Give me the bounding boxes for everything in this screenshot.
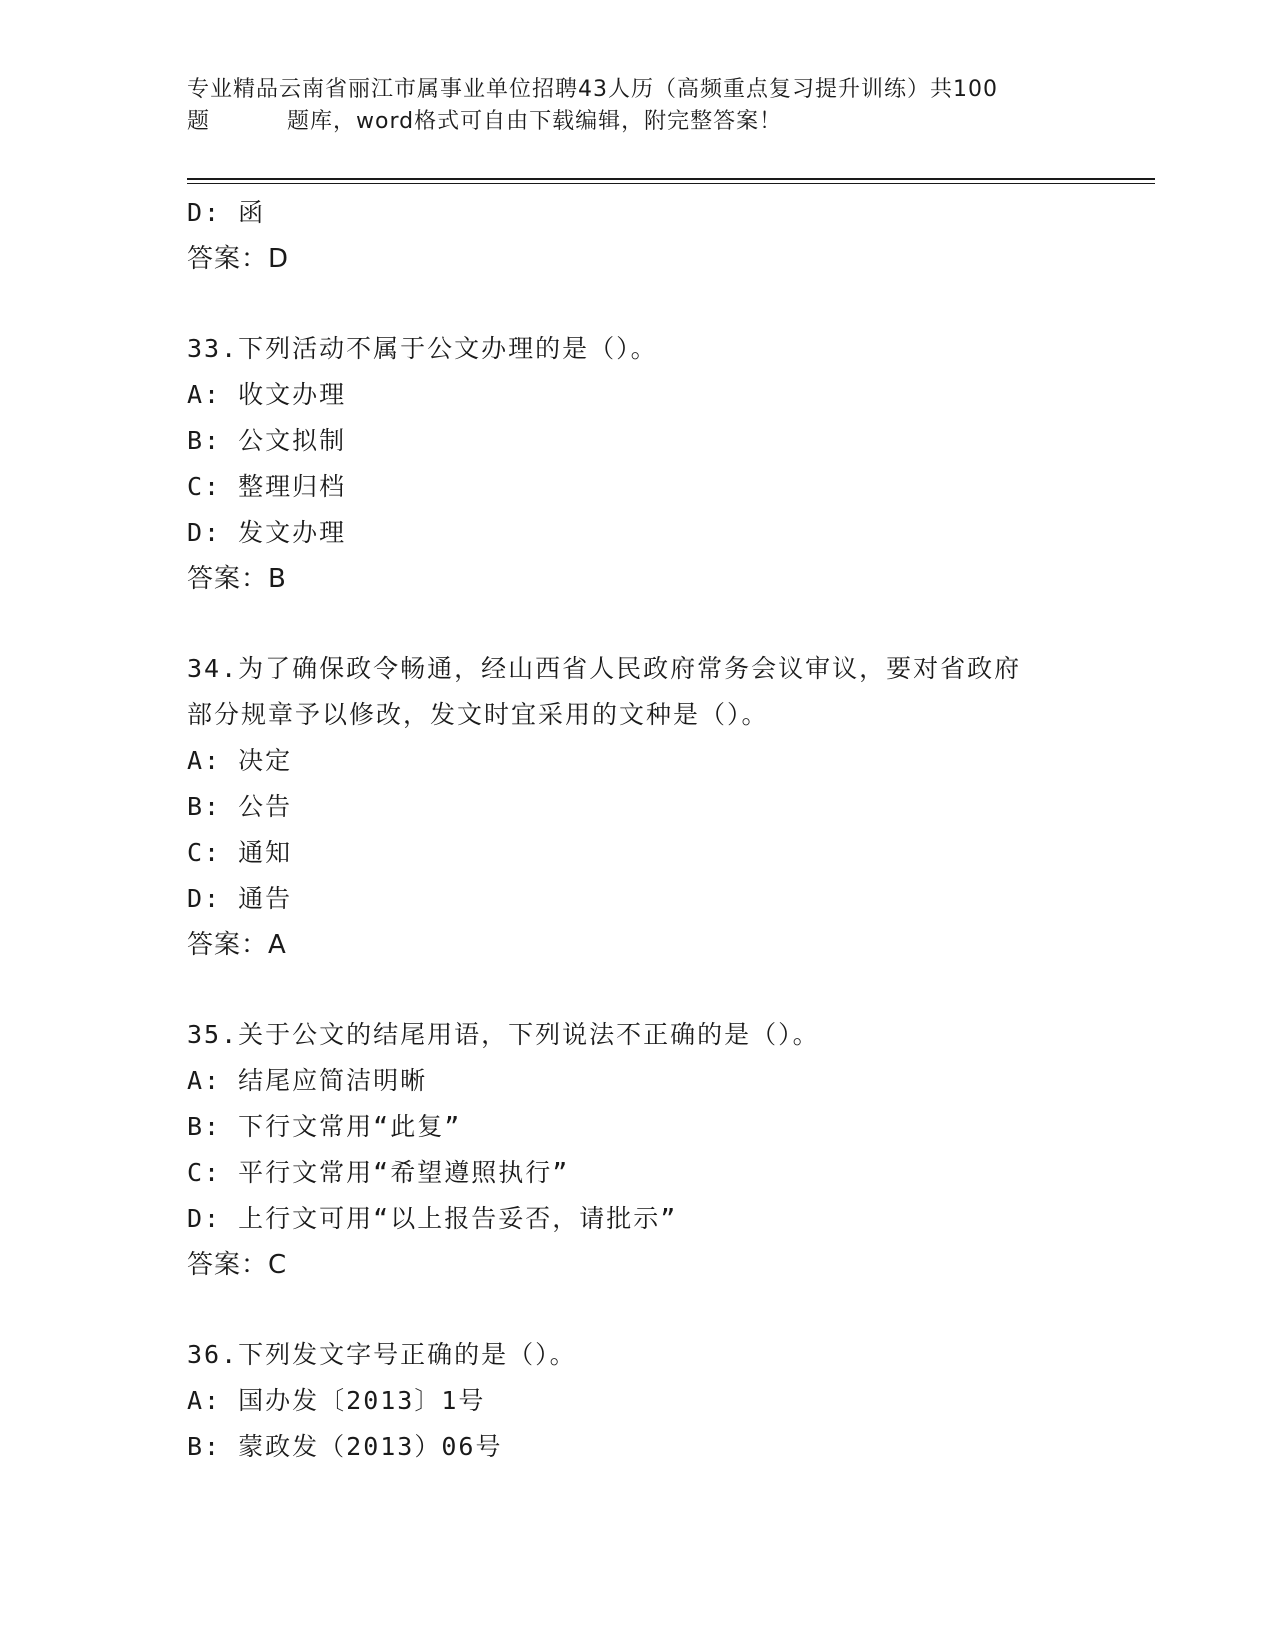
option-d: D: 上行文可用“以上报告妥否，请批示” [187, 1204, 678, 1233]
question-stem-continued: 部分规章予以修改，发文时宜采用的文种是（）。 [187, 700, 769, 729]
answer-line: 答案：B [187, 564, 287, 594]
header-title-line-2-text: 题库，word格式可自由下载编辑，附完整答案！ [287, 109, 783, 134]
question-block [187, 326, 1147, 602]
answer-line: 答案：D [187, 244, 290, 274]
header-title-line-2 [187, 106, 1087, 138]
header-title-line-1: 专业精品云南省丽江市属事业单位招聘43人历（高频重点复习提升训练）共100 [187, 77, 998, 102]
header-title-line-2-prefix: 题 [187, 109, 211, 134]
option-b: B: 公告 [187, 792, 293, 821]
question-list [187, 190, 1147, 1470]
option-b: B: 下行文常用“此复” [187, 1112, 462, 1141]
spacer [187, 1288, 1147, 1332]
option-a: A: 国办发〔2013〕1号 [187, 1386, 486, 1415]
answer-line: 答案：C [187, 1250, 288, 1280]
header-divider-thin [187, 183, 1155, 184]
question-block [187, 1332, 1147, 1470]
spacer [187, 968, 1147, 1012]
option-c: C: 整理归档 [187, 472, 347, 501]
question-stem: 33.下列活动不属于公文办理的是（）。 [187, 334, 658, 363]
option-d: D: 发文办理 [187, 518, 347, 547]
option-b: B: 公文拟制 [187, 426, 347, 455]
question-stem: 36.下列发文字号正确的是（）。 [187, 1340, 577, 1369]
option-a: A: 收文办理 [187, 380, 347, 409]
option-b: B: 蒙政发（2013）06号 [187, 1432, 503, 1461]
question-stem: 34.为了确保政令畅通，经山西省人民政府常务会议审议，要对省政府 [187, 654, 1022, 683]
option-d: D: 函 [187, 198, 266, 227]
option-a: A: 结尾应简洁明晰 [187, 1066, 428, 1095]
option-c: C: 平行文常用“希望遵照执行” [187, 1158, 570, 1187]
spacer [187, 282, 1147, 326]
header-divider-thick [187, 178, 1155, 180]
answer-line: 答案：A [187, 930, 287, 960]
spacer [187, 602, 1147, 646]
question-block [187, 1012, 1147, 1288]
question-block [187, 646, 1147, 968]
option-c: C: 通知 [187, 838, 293, 867]
option-a: A: 决定 [187, 746, 293, 775]
page-header [187, 74, 1087, 138]
option-d: D: 通告 [187, 884, 293, 913]
question-stem: 35.关于公文的结尾用语，下列说法不正确的是（）。 [187, 1020, 820, 1049]
